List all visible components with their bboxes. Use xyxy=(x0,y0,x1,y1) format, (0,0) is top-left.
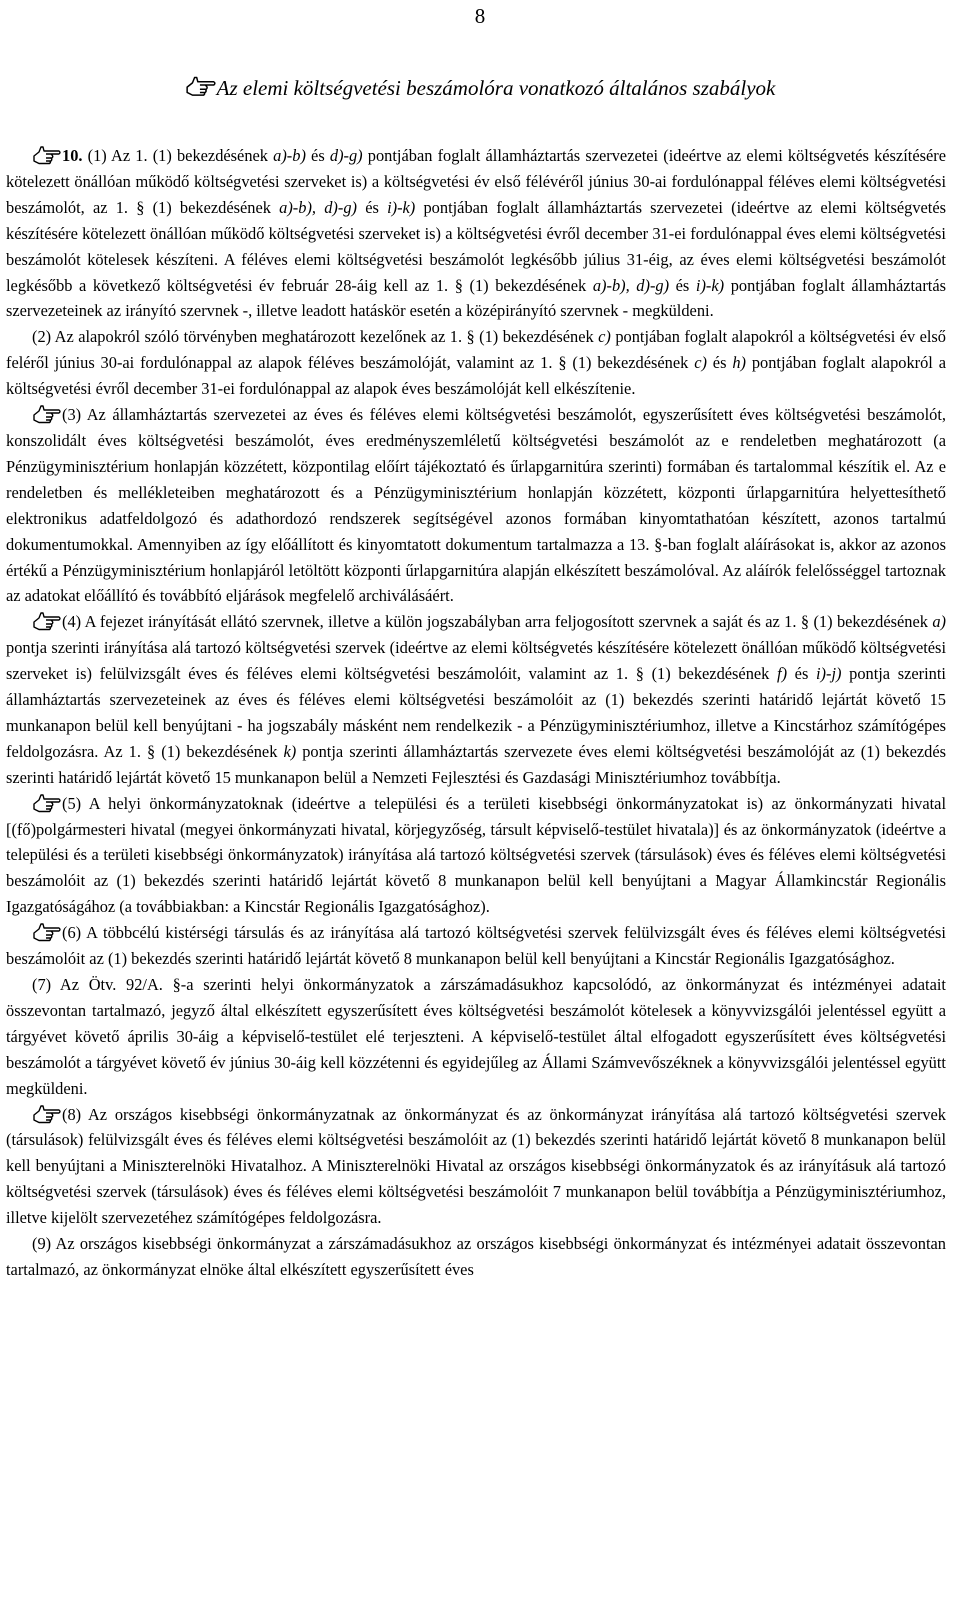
pointing-hand-icon xyxy=(32,402,62,424)
page-number: 8 xyxy=(474,4,486,28)
paragraph-9: (9) Az országos kisebbségi önkormányzat a zárszámadásukhoz az országos kisebbségi önkormányzat és intézményei adatait összevontan tartalmazó, az önkormányzat elnöke által elkészített egyszerűsített éves xyxy=(6,1234,946,1279)
paragraph-2: (2) Az alapokról szóló törvényben meghatározott kezelőnek az 1. § (1) bekezdésének c) pontjában foglalt alapokról a költségvetési év első feléről június 30-ai fordulónappal az alapok féléves beszámolóját, valamint az 1. § (1) bekezdésének c) és h) pontjában foglalt alapokról a költségvetési évről december 31-ei fordulónappal az alapok éves beszámolóját kell elkészítenie. xyxy=(6,327,947,399)
pointing-hand-icon xyxy=(32,920,62,942)
paragraph-5: (5) A helyi önkormányzatoknak (ideértve a települési és a területi kisebbségi önkormányzatokat is) az önkormányzati hivatal [(fő)polgármesteri hivatal (megyei önkormányzati hivatal, körjegyzőség, társult képviselő-testület hivatala)] és az önkormányzatok (ideértve a települési és a területi kisebbségi önkormányzatok) irányítása alá tartozó költségvetési szervek (társulások) éves és féléves elemi költségvetési beszámolóit az (1) bekezdés szerinti határidő lejártát követő 8 munkanapon belül kell benyújtani a Magyar Államkincstár Regionális Igazgatóságához (a továbbiakban: a Kincstár Regionális Igazgatósághoz). xyxy=(6,791,946,921)
section-heading xyxy=(0,73,960,103)
pointing-hand-icon xyxy=(32,1102,62,1124)
document-body xyxy=(6,143,946,1283)
section-number: 10. xyxy=(62,146,83,165)
paragraph-6: (6) A többcélú kistérségi társulás és az irányítása alá tartozó költségvetési szervek felülvizsgált éves és féléves elemi költségvetési beszámolóit az (1) bekezdés szerinti határidő lejártát követő 8 munkanapon belül kell benyújtani a Kincstár Regionális Igazgatósághoz. xyxy=(6,920,946,972)
pointing-hand-icon xyxy=(32,791,62,813)
paragraph-7: (7) Az Ötv. 92/A. §-a szerinti helyi önkormányzatok a zárszámadásukhoz kapcsolódó, az önkormányzat és intézményei adatait összevontan tartalmazó, jegyző által elkészített egyszerűsített éves költségvetési beszámolót kötelesek a könyvvizsgálói jelentéssel együtt a tárgyévet követő április 30-áig a képviselő-testület elé terjeszteni. A képviselő-testület által elfogadott egyszerűsített éves költségvetési beszámolót a tárgyévet követő év június 30-áig kell közzétenni és egyidejűleg az Állami Számvevőszéknek a könyvvizsgálói jelentéssel együtt megküldeni. xyxy=(6,975,946,1098)
paragraph-8: (8) Az országos kisebbségi önkormányzatnak az önkormányzat és az önkormányzat irányítása alá tartozó költségvetési szervek (társulások) felülvizsgált éves és féléves elemi költségvetési beszámolóit az (1) bekezdés szerinti határidő lejártát követő 8 munkanapon belül kell benyújtani a Miniszterelnöki Hivatalhoz. A Miniszterelnöki Hivatal az országos kisebbségi önkormányzatok és az irányításuk alá tartozó költségvetési szervek (társulások) éves és féléves elemi költségvetési beszámolóit 7 munkanapon belül továbbítja a Pénzügyminisztériumhoz, illetve kijelölt szervezetéhez számítógépes feldolgozásra. xyxy=(6,1102,946,1232)
pointing-hand-icon xyxy=(185,73,217,97)
paragraph-1: 10. (1) Az 1. (1) bekezdésének a)-b) és d)-g) pontjában foglalt államháztartás szervezetei (ideértve az elemi költségvetés készítésére kötelezett önállóan működő költségvetési szerveket is) a költségvetési év első félévéről június 30-ai fordulónappal féléves elemi költségvetési beszámolót, az 1. § (1) bekezdésének a)-b), d)-g) és i)-k) pontjában foglalt államháztartás szervezetei (ideértve az elemi költségvetés készítésére kötelezett önállóan működő költségvetési szerveket is) a költségvetési évről december 31-ei fordulónappal éves elemi költségvetési beszámolót kötelesek készíteni. A féléves elemi költségvetési beszámolót legkésőbb július 31-éig, az éves elemi költségvetési beszámolót legkésőbb a következő költségvetési év február 28-áig kell az 1. § (1) bekezdésének a)-b), d)-g) és i)-k) pontjában foglalt államháztartás szervezeteinek az irányító szervnek -, illetve leadott hatáskör esetén a középirányító szervnek - megküldeni. xyxy=(6,143,946,324)
paragraph-4: (4) A fejezet irányítását ellátó szervnek, illetve a külön jogszabályban arra feljogosított szervnek a saját és az 1. § (1) bekezdésének a) pontja szerinti irányítása alá tartozó költségvetési szervek (ideértve az elemi költségvetés készítésére kötelezett önállóan működő költségvetési szerveket is) felülvizsgált éves és féléves elemi költségvetési beszámolóit, valamint az 1. § (1) bekezdésének f) és i)-j) pontja szerinti államháztartás szervezeteinek az éves és féléves elemi költségvetési beszámolóit az (1) bekezdés szerinti határidő lejártát követő 15 munkanapon belül kell benyújtani - ha jogszabály másként nem rendelkezik - a Pénzügyminisztériumhoz, illetve a Kincstárhoz számítógépes feldolgozásra. Az 1. § (1) bekezdésének k) pontja szerinti államháztartás szervezete éves elemi költségvetési beszámolóját az (1) bekezdés szerinti határidő lejártát követő 15 munkanapon belül a Nemzeti Fejlesztési és Gazdasági Minisztériumhoz továbbítja. xyxy=(6,609,946,790)
pointing-hand-icon xyxy=(32,143,62,165)
heading-text: Az elemi költségvetési beszámolóra vonatkozó általános szabályok xyxy=(216,76,776,100)
paragraph-3: (3) Az államháztartás szervezetei az éves és féléves elemi költségvetési beszámolót, egyszerűsített éves költségvetési beszámolót, konszolidált éves költségvetési beszámolót, éves eredményszemléletű költségvetési beszámolót az e rendeletben meghatározott (a Pénzügyminisztérium honlapján közzétett, központilag előírt tájékoztató és űrlapgarnitúra szerinti) formában és tartalommal készítik el. Az e rendeletben és mellékleteiben meghatározott és a Pénzügyminisztérium honlapján közzétett, központi űrlapgarnitúra helyettesíthető elektronikus adatfeldolgozó és adathordozó rendszerek segítségével azonos formában kinyomtathatóan készített, azonos tartalmú dokumentumokkal. Amennyiben az így előállított és kinyomtatott dokumentum tartalmazza a 13. §-ban foglalt aláírásokat is, akkor az azonos értékű a Pénzügyminisztérium honlapjáról letöltött központi űrlapgarnitúra alapján elkészített beszámolóval. Az aláírók felelősséggel tartoznak az adatokat előállító és továbbító eljárások megfelelő archiválásáért. xyxy=(6,402,946,609)
pointing-hand-icon xyxy=(32,609,62,631)
